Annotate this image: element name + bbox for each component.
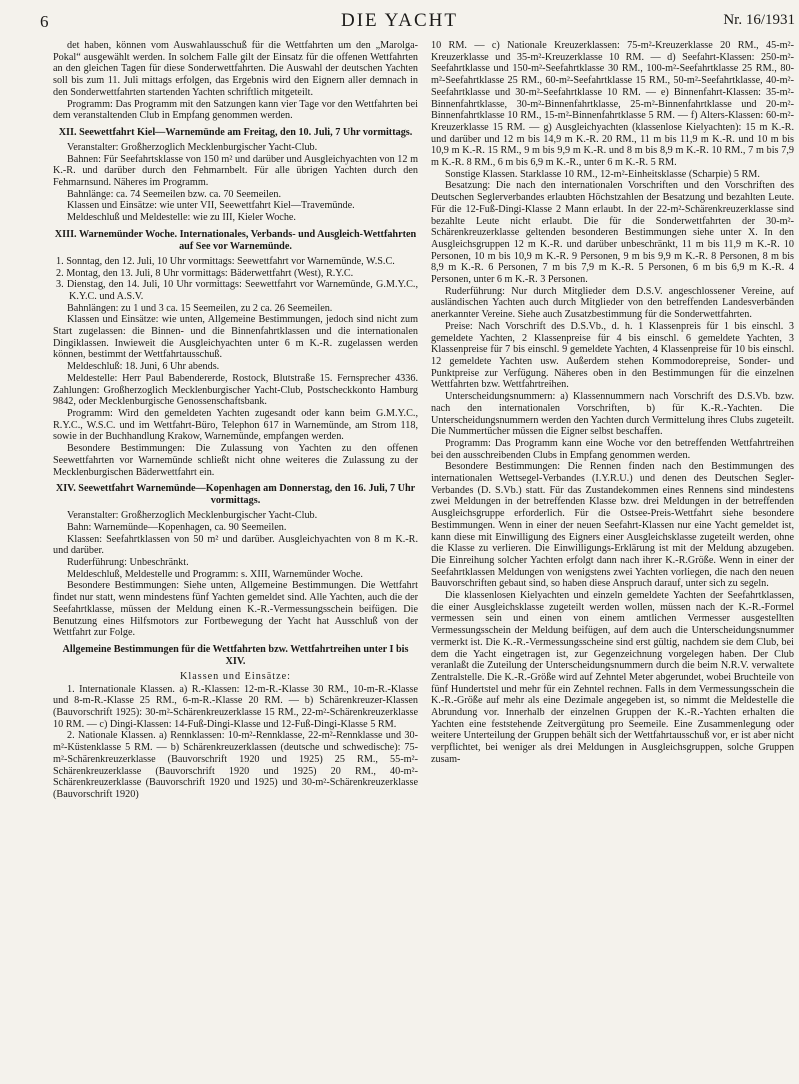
- section-heading: Allgemeine Bestimmungen für die Wettfahrten bzw. Wettfahrtreihen unter I bis XIV.: [62, 643, 409, 667]
- paragraph: Meldeschluß: 18. Juni, 6 Uhr abends.: [67, 361, 220, 373]
- list-item: 3. Dienstag, den 14. Juli, 10 Uhr vormittags: Seewettfahrt vor Warnemünde, G.M.Y.C., K.Y.C. und A.S.V.: [56, 279, 418, 302]
- paragraph: Besondere Bestimmungen: Siehe unten, Allgemeine Bestimmungen. Die Wettfahrt findet nur statt, wenn mindestens fünf Yachten gemeldet sind. Alle Yachten, auch die der Seefahrtklasse, müssen der Meldung einen K.-R.-Vermessungsschein beifügen. Die Benutzung eines Hilfsmotors zur Fortbewegung der Yacht hat Ausschluß von der Wettfahrt zur Folge.: [53, 580, 418, 639]
- paragraph: Sonstige Klassen. Starklasse 10 RM., 12-m²-Einheitsklasse (Scharpie) 5 RM.: [445, 168, 760, 180]
- paragraph: Klassen und Einsätze: wie unter VII, Seewettfahrt Kiel—Travemünde.: [67, 200, 355, 212]
- paragraph: Ruderführung: Unbeschränkt.: [67, 557, 189, 569]
- paragraph: Besondere Bestimmungen: Die Zulassung von Yachten zu den offenen Seewettfahrten vor Warnemünde schließt nicht ohne weiteres die Zulassung zu der Mecklenburgischen Bäderwettfahrt ein.: [53, 443, 418, 478]
- paragraph: Meldeschluß und Meldestelle: wie zu III, Kieler Woche.: [67, 212, 296, 224]
- paragraph: Preise: Nach Vorschrift des D.S.Vb., d. h. 1 Klassenpreis für 1 bis einschl. 3 gemeldete Yachten, 2 Klassenpreise für 4 bis einschl. 6 gemeldete Yachten, 3 Klassenpreise für 7 bis einschl. 9 gemeldete Yachten, 4 Klassenpreise für 10 bis einschl. 12 gemeldete Yachten usw. Außerdem stehen Kommodorepreise, Sonder- und Punktpreise zur Verfügung. Näheres oben in den Bestimmungen für die einzelnen Wettfahrten bzw. Wettfahrtreihen.: [431, 320, 794, 391]
- sub-heading: Klassen und Einsätze:: [180, 670, 291, 682]
- paragraph: Bahnen: Für Seefahrtsklasse von 150 m² und darüber und Ausgleichyachten von 12 m K.-R. und darüber durch den Fehmarnbelt. Für alle übrigen Yachten durch den Fehmarnsund. Näheres im Programm.: [53, 153, 418, 189]
- paragraph: Klassen und Einsätze: wie unten, Allgemeine Bestimmungen, jedoch sind nicht zum Start zugelassen: die Binnen- und die Binnenfahrtklassen und die internationalen Dingiklassen. Inwieweit die Ausgleichyachten unter 6 m K.-R. zugelassen werden können, bestimmt der Wettfahrtausschuß.: [53, 314, 418, 361]
- paragraph: Die klassenlosen Kielyachten und einzeln gemeldete Yachten der Seefahrtklassen, die einer Ausgleichsklasse zugeteilt werden wollen, müssen nach der K.-R.-Formel vermessen sein und einen von einem amtlichen Vermesser ausgestellten Vermessungsschein der Meldung beifügen, auf dem auch die Unterscheidungsnummer vermerkt ist. Die K.-R.-Vermessungsscheine sind erst gültig, nachdem sie dem Club, bei dem die Yacht eingetragen ist, zur Gegenzeichnung vorgelegen haben. Der Club veranlaßt die Zuteilung der Unterscheidungsnummern durch die beim N.R.V. verwaltete Zentralstelle. Die K.-R.-Größe wird auf Zehntel Meter abgerundet, wobei Bruchteile von fünf Hundertstel und mehr für ein Zehntel rechnen. Falls in dem Vermessungsschein die K.-R.-Größe auf mehr als eine Dezimale angegeben ist, so nimmt die Meldestelle die Abrundung vor. Innerhalb der einzelnen Gruppen der K.-R.-Yachten erhalten die Yachten eine feststehende Zeitvergütung pro Seemeile. Eine Zusammenlegung oder weitere Unterteilung der Gruppen behält sich der Wettfahrtausschuß vor, er ist aber nicht verpflichtet, bei weniger als drei Meldungen in Ausgleichsgruppen, solche Gruppen zusam-: [431, 590, 794, 765]
- section-heading: XIV. Seewettfahrt Warnemünde—Kopenhagen am Donnerstag, den 16. Juli, 7 Uhr vormittags.: [55, 483, 416, 507]
- right-column: [431, 40, 794, 766]
- paragraph: Programm: Wird den gemeldeten Yachten zugesandt oder kann beim G.M.Y.C., R.Y.C., W.S.C. und im Wettfahrt-Büro, Telephon 617 in Warnemünde, am Strom 118, sowie in der Buchhandlung Krakow, Warnemünde, empfangen werden.: [53, 407, 418, 443]
- paragraph: Programm: Das Programm kann eine Woche vor den betreffenden Wettfahrtreihen bei den ausschreibenden Clubs in Empfang genommen werden.: [431, 437, 794, 461]
- paragraph: Meldeschluß, Meldestelle und Programm: s. XIII, Warnemünder Woche.: [67, 568, 363, 580]
- paragraph: Veranstalter: Großherzoglich Mecklenburgischer Yacht-Club.: [67, 510, 318, 522]
- running-header: [0, 10, 799, 38]
- section-heading: XIII. Warnemünder Woche. Internationales, Verbands- und Ausgleich-Wettfahrten auf See vor Warnemünde.: [54, 228, 417, 252]
- paragraph: Veranstalter: Großherzoglich Mecklenburgischer Yacht-Club.: [67, 141, 318, 153]
- left-column: [53, 40, 418, 801]
- list-item: 1. Sonntag, den 12. Juli, 10 Uhr vormittags: Seewettfahrt vor Warnemünde, W.S.C.: [56, 255, 395, 267]
- section-heading: XII. Seewettfahrt Kiel—Warnemünde am Freitag, den 10. Juli, 7 Uhr vormittags.: [58, 126, 413, 138]
- page-number: 6: [40, 12, 49, 31]
- paragraph: 10 RM. — c) Nationale Kreuzerklassen: 75-m²-Kreuzerklasse 20 RM., 45-m²-Kreuzerklasse und 35-m²-Kreuzerklasse 10 RM. — d) Seefahrt-Klassen: 250-m²-Seefahrtklasse und 150-m²-Seefahrtklasse 30 RM., 100-m²-Seefahrtklasse 25 RM., 80-m²-Seefahrtklasse 25 RM., 60-m²-Seefahrtklasse 15 RM., 50-m²-Seefahrtklasse, 40-m²-Seefahrtklasse und 30-m²-Seefahrtklasse 10 RM. — e) Binnenfahrt-Klassen: 35-m²-Binnenfahrtklasse, 30-m²-Binnenfahrtklasse, 25-m²-Binnenfahrtklasse und 20-m²-Binnenfahrtklasse 10 RM., 15-m²-Binnenfahrtklasse 5 RM. — f) Alters-Klassen: 60-m²-Kreuzerklasse 15 RM. — g) Ausgleichyachten (klassenlose Kielyachten): 15 m K.-R. und darüber und 12 m bis 14,9 m K.-R. 20 RM., 11 m bis 11,9 m K.-R. und 10 m bis 10,9 m K.-R. 15 RM., 9 m bis 9,9 m K.-R. und 8 m bis 8,9 m K.-R. 10 RM., 7 m bis 7,9 m K.-R. 8 RM., 6 m bis 6,9 m K.-R., unter 6 m K.-R. 5 RM.: [431, 40, 794, 169]
- paragraph: 2. Nationale Klassen. a) Rennklassen: 10-m²-Rennklasse, 22-m²-Rennklasse und 30-m²-Küstenklasse 5 RM. — b) Schärenkreuzerklassen (deutsche und schwedische): 75-m²-Schärenkreuzerklasse (Bauvorschrift 1920 und 1925) 25 RM., 55-m²-Schärenkreuzerklasse (Bauvorschrift 1920 und 1925) 20 RM., 40-m²-Schärenkreuzerklasse (Bauvorschrift 1920 und 1925) und 30-m²-Schärenkreuzerklasse (Bauvorschrift 1920): [53, 730, 418, 800]
- paragraph: Klassen: Seefahrtklassen von 50 m² und darüber. Ausgleichyachten von 8 m K.-R. und darüber.: [53, 533, 418, 557]
- list-item: 2. Montag, den 13. Juli, 8 Uhr vormittags: Bäderwettfahrt (West), R.Y.C.: [56, 267, 354, 279]
- paragraph: det haben, können vom Auswahlausschuß für die Wettfahrten um den „Marolga-Pokal“ ausgewählt werden. In solchem Falle gilt der Einsatz für die offenen Wettfahrten an den gleichen Tagen für diese Sonderwettfahrten. Die Auswahl der deutschen Yachten soll bis zum 11. Juli mittags erfolgen, das Ergebnis wird den Eignern aller demnach in den Sonderwettfahrten startenden Yachten schriftlich mitgeteilt.: [53, 40, 418, 98]
- paragraph: Unterscheidungsnummern: a) Klassennummern nach Vorschrift des D.S.Vb. bzw. nach den internationalen Vorschriften, b) für K.-R.-Yachten. Die Unterscheidungsnummern werden den Yachten durch Vermittelung ihres Clubs zugeteilt. Die Nummertücher müssen die Eigner selbst beschaffen.: [431, 391, 794, 438]
- paragraph: Meldestelle: Herr Paul Babendererde, Rostock, Blutstraße 15. Fernsprecher 4336. Zahlungen: Großherzoglich Mecklenburgischer Yacht-Club, Postscheckkonto Hamburg 9842, oder Mecklenburgische Genossenschaftsbank.: [53, 372, 418, 408]
- paragraph: Bahnlängen: zu 1 und 3 ca. 15 Seemeilen, zu 2 ca. 26 Seemeilen.: [67, 302, 333, 314]
- paragraph: Programm: Das Programm mit den Satzungen kann vier Tage vor den Wettfahrten bei dem veranstaltenden Club in Empfang genommen werden.: [53, 98, 418, 122]
- paragraph: Besondere Bestimmungen: Die Rennen finden nach den Bestimmungen des internationalen Wettsegel-Verbandes (I.Y.R.U.) und denen des Deutschen Segler-Verbandes (D. S.Vb.) statt. Für das Zustandekommen eines Rennens sind mindestens zwei Meldungen in der betreffenden Klasse bzw. drei Meldungen in der betreffenden Ausgleichsgruppe erforderlich. Für die Ostsee-Preis-Wettfahrt siehe besondere Bestimmungen. Wenn in einer der neuen Seefahrt-Klassen nur eine Yacht gemeldet ist, kann diese mit Einwilligung des Eigners einer Ausgleichsklasse zugeteilt werden, ohne die Klasse zu verlieren. Die Einwilligungs-Erklärung ist mit der Meldung abzugeben. Die Einreihung solcher Yachten erfolgt dann nach ihrer K.-R.Größe. Wenn in einer der Seefahrtklassen Meldungen von wenigstens zwei Yachten vorliegen, die nach den neuen Bauvorschriften gebaut sind, so haben diese Anspruch darauf, unter sich zu segeln.: [431, 461, 794, 590]
- journal-title: DIE YACHT: [340, 10, 459, 31]
- paragraph: 1. Internationale Klassen. a) R.-Klassen: 12-m-R.-Klasse 30 RM., 10-m-R.-Klasse und 8-m-R.-Klasse 25 RM., 6-m-R.-Klasse 20 RM. — b) Schärenkreuzer-Klassen (Bauvorschrift 1925): 30-m²-Schärenkreuzerklasse 15 RM., 22-m²-Schärenkreuzerklasse 10 RM. — c) Dingi-Klassen: 14-Fuß-Dingi-Klasse und 12-Fuß-Dingi-Klasse 5 RM.: [53, 683, 418, 730]
- issue-number: Nr. 16/1931: [723, 12, 795, 28]
- paragraph: Besatzung: Die nach den internationalen Vorschriften und den Vorschriften des Deutschen Seglerverbandes erlaubten Höchstzahlen der Besatzung und bezahlten Leute. Für die 12-Fuß-Dingi-Klasse 2 Mann erlaubt. In der 22-m²-Schärenkreuzerklasse sind bezahlte Leute nicht erlaubt. Die für die Sonderwettfahrten der 30-m²-Schärenkreuzerklasse geltenden besonderen Bestimmungen siehe unter X. In den Ausgleichsgruppen 12 m K.-R. und darüber unbeschränkt, 11 m bis 11,9 m K.-R. 10 Personen, 10 m bis 10,9 m K.-R. 9 Personen, 9 m bis 9,9 m K.-R. 8 Personen, 8 m bis 8,9 m K.-R. 6 Personen, 7 m bis 7,9 m K.-R. 5 Personen, 6 m bis 6,9 m K.-R. 4 Personen, unter 6 m K.-R. 3 Personen.: [431, 180, 794, 286]
- paragraph: Bahnlänge: ca. 74 Seemeilen bzw. ca. 70 Seemeilen.: [67, 188, 282, 200]
- paragraph: Bahn: Warnemünde—Kopenhagen, ca. 90 Seemeilen.: [67, 521, 287, 533]
- paragraph: Ruderführung: Nur durch Mitglieder dem D.S.V. angeschlossener Vereine, auf ausländischen Yachten auch durch Mitglieder von den betreffenden Landesverbänden anerkannter Vereine. Siehe auch Zusatzbestimmung für die Sonderwettfahrten.: [431, 285, 794, 321]
